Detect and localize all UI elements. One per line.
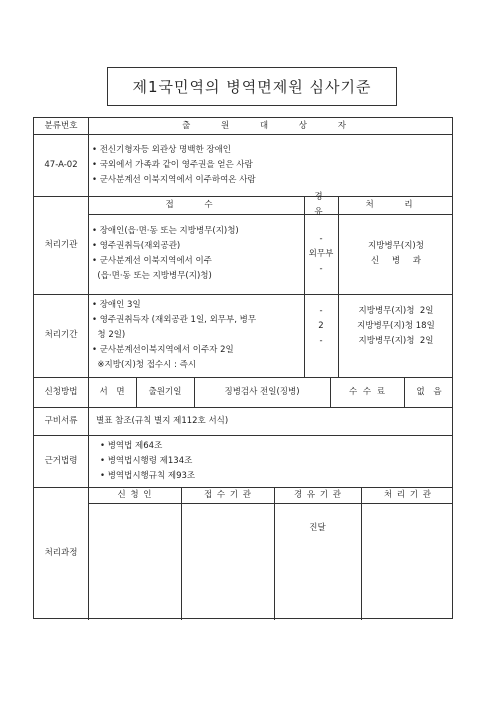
period-list — [92, 296, 302, 375]
list-item: • 영주권취득자 (재외공관 1일, 외무부, 병무 — [92, 315, 257, 325]
flow-head-receipt: 접 수 기 관 — [204, 489, 251, 500]
period-label: 출원기일 — [148, 386, 182, 397]
label-documents: 구비서류 — [44, 415, 78, 426]
period-value: 징병검사 전일(징병) — [224, 386, 300, 397]
fee-label: 수 수 료 — [348, 386, 386, 397]
list-item: (읍·면·동 또는 지방병무(지)청) — [92, 271, 212, 281]
sub-header-divider — [88, 503, 452, 504]
flow-via-note: 진달 — [309, 522, 326, 533]
row-divider — [34, 134, 452, 135]
head-process: 처 리 — [365, 199, 427, 210]
label-column-divider — [88, 118, 89, 620]
receipt-list — [92, 216, 302, 292]
criteria-table — [33, 117, 453, 619]
subject-header: 출 원 대 상 자 — [182, 120, 360, 131]
list-item: • 장애인 3일 — [92, 300, 141, 310]
process-list — [338, 216, 454, 292]
list-item: 외무부 — [308, 248, 334, 259]
subject-list — [92, 136, 450, 194]
period-via-list — [304, 296, 338, 356]
list-item: 지방병무(지)청 2일 — [358, 335, 434, 346]
list-item: - — [319, 305, 323, 316]
list-item: • 군사분계선 이북지역에서 이주하여온 사람 — [92, 174, 256, 185]
label-law: 근거법령 — [44, 455, 78, 466]
sub-header-divider — [88, 214, 452, 215]
list-item: 지방병무(지)청 — [368, 241, 424, 251]
label-flow: 처리과정 — [44, 548, 78, 558]
period-process-list — [338, 296, 454, 356]
documents-value: 별표 참조(규칙 별지 제112호 서식) — [96, 415, 229, 426]
column-divider — [181, 487, 182, 620]
list-item: 지방병무(지)청 18일 — [357, 320, 435, 331]
list-item: • 병역법 제64조 — [100, 440, 163, 451]
list-item: - — [319, 233, 323, 244]
head-receipt: 접 수 — [165, 199, 227, 210]
flow-head-applicant: 신 청 인 — [117, 489, 152, 500]
list-item: 지방병무(지)청 2일 — [358, 305, 434, 316]
list-item: • 영주권취득(재외공관) — [92, 241, 181, 251]
label-classification: 분류번호 — [44, 120, 78, 131]
label-period: 처리기간 — [44, 330, 78, 340]
list-item: • 전신기형자등 외관상 명백한 장애인 — [92, 144, 231, 155]
label-agency: 처리기관 — [44, 239, 78, 250]
list-item: • 장애인(읍·면·동 또는 지방병무(지)청) — [92, 226, 239, 236]
flow-head-process: 처 리 기 관 — [384, 489, 431, 500]
method-value: 서 면 — [99, 386, 125, 397]
list-item: ※지방(지)청 접수시 : 즉시 — [92, 360, 197, 370]
list-item: • 국외에서 가족과 같이 영주권을 얻은 사람 — [92, 159, 253, 170]
list-item: • 병역법시행규칙 제93조 — [100, 470, 196, 481]
label-method: 신청방법 — [44, 386, 78, 397]
list-item: 신 병 과 — [370, 256, 422, 266]
via-list — [304, 216, 338, 292]
classification-code: 47-A-02 — [44, 159, 78, 170]
flow-head-via: 경 유 기 관 — [294, 489, 341, 500]
list-item: - — [319, 263, 323, 274]
list-item: • 병역법시행령 제134조 — [100, 455, 193, 466]
row-divider — [34, 294, 452, 295]
list-item: - — [319, 335, 323, 346]
column-divider — [274, 487, 275, 620]
head-via: 경 유 — [314, 192, 328, 217]
list-item: • 군사분계선이북지역에서 이주자 2일 — [92, 345, 234, 355]
law-list — [100, 436, 440, 486]
list-item: 청 2일) — [92, 330, 126, 340]
list-item: 2 — [318, 320, 324, 331]
page-title: 제1국민역의 병역면제원 심사기준 — [107, 67, 397, 106]
list-item: • 군사분계선 이북지역에서 이주 — [92, 256, 212, 266]
fee-value: 없 음 — [416, 386, 442, 397]
column-divider — [361, 487, 362, 620]
